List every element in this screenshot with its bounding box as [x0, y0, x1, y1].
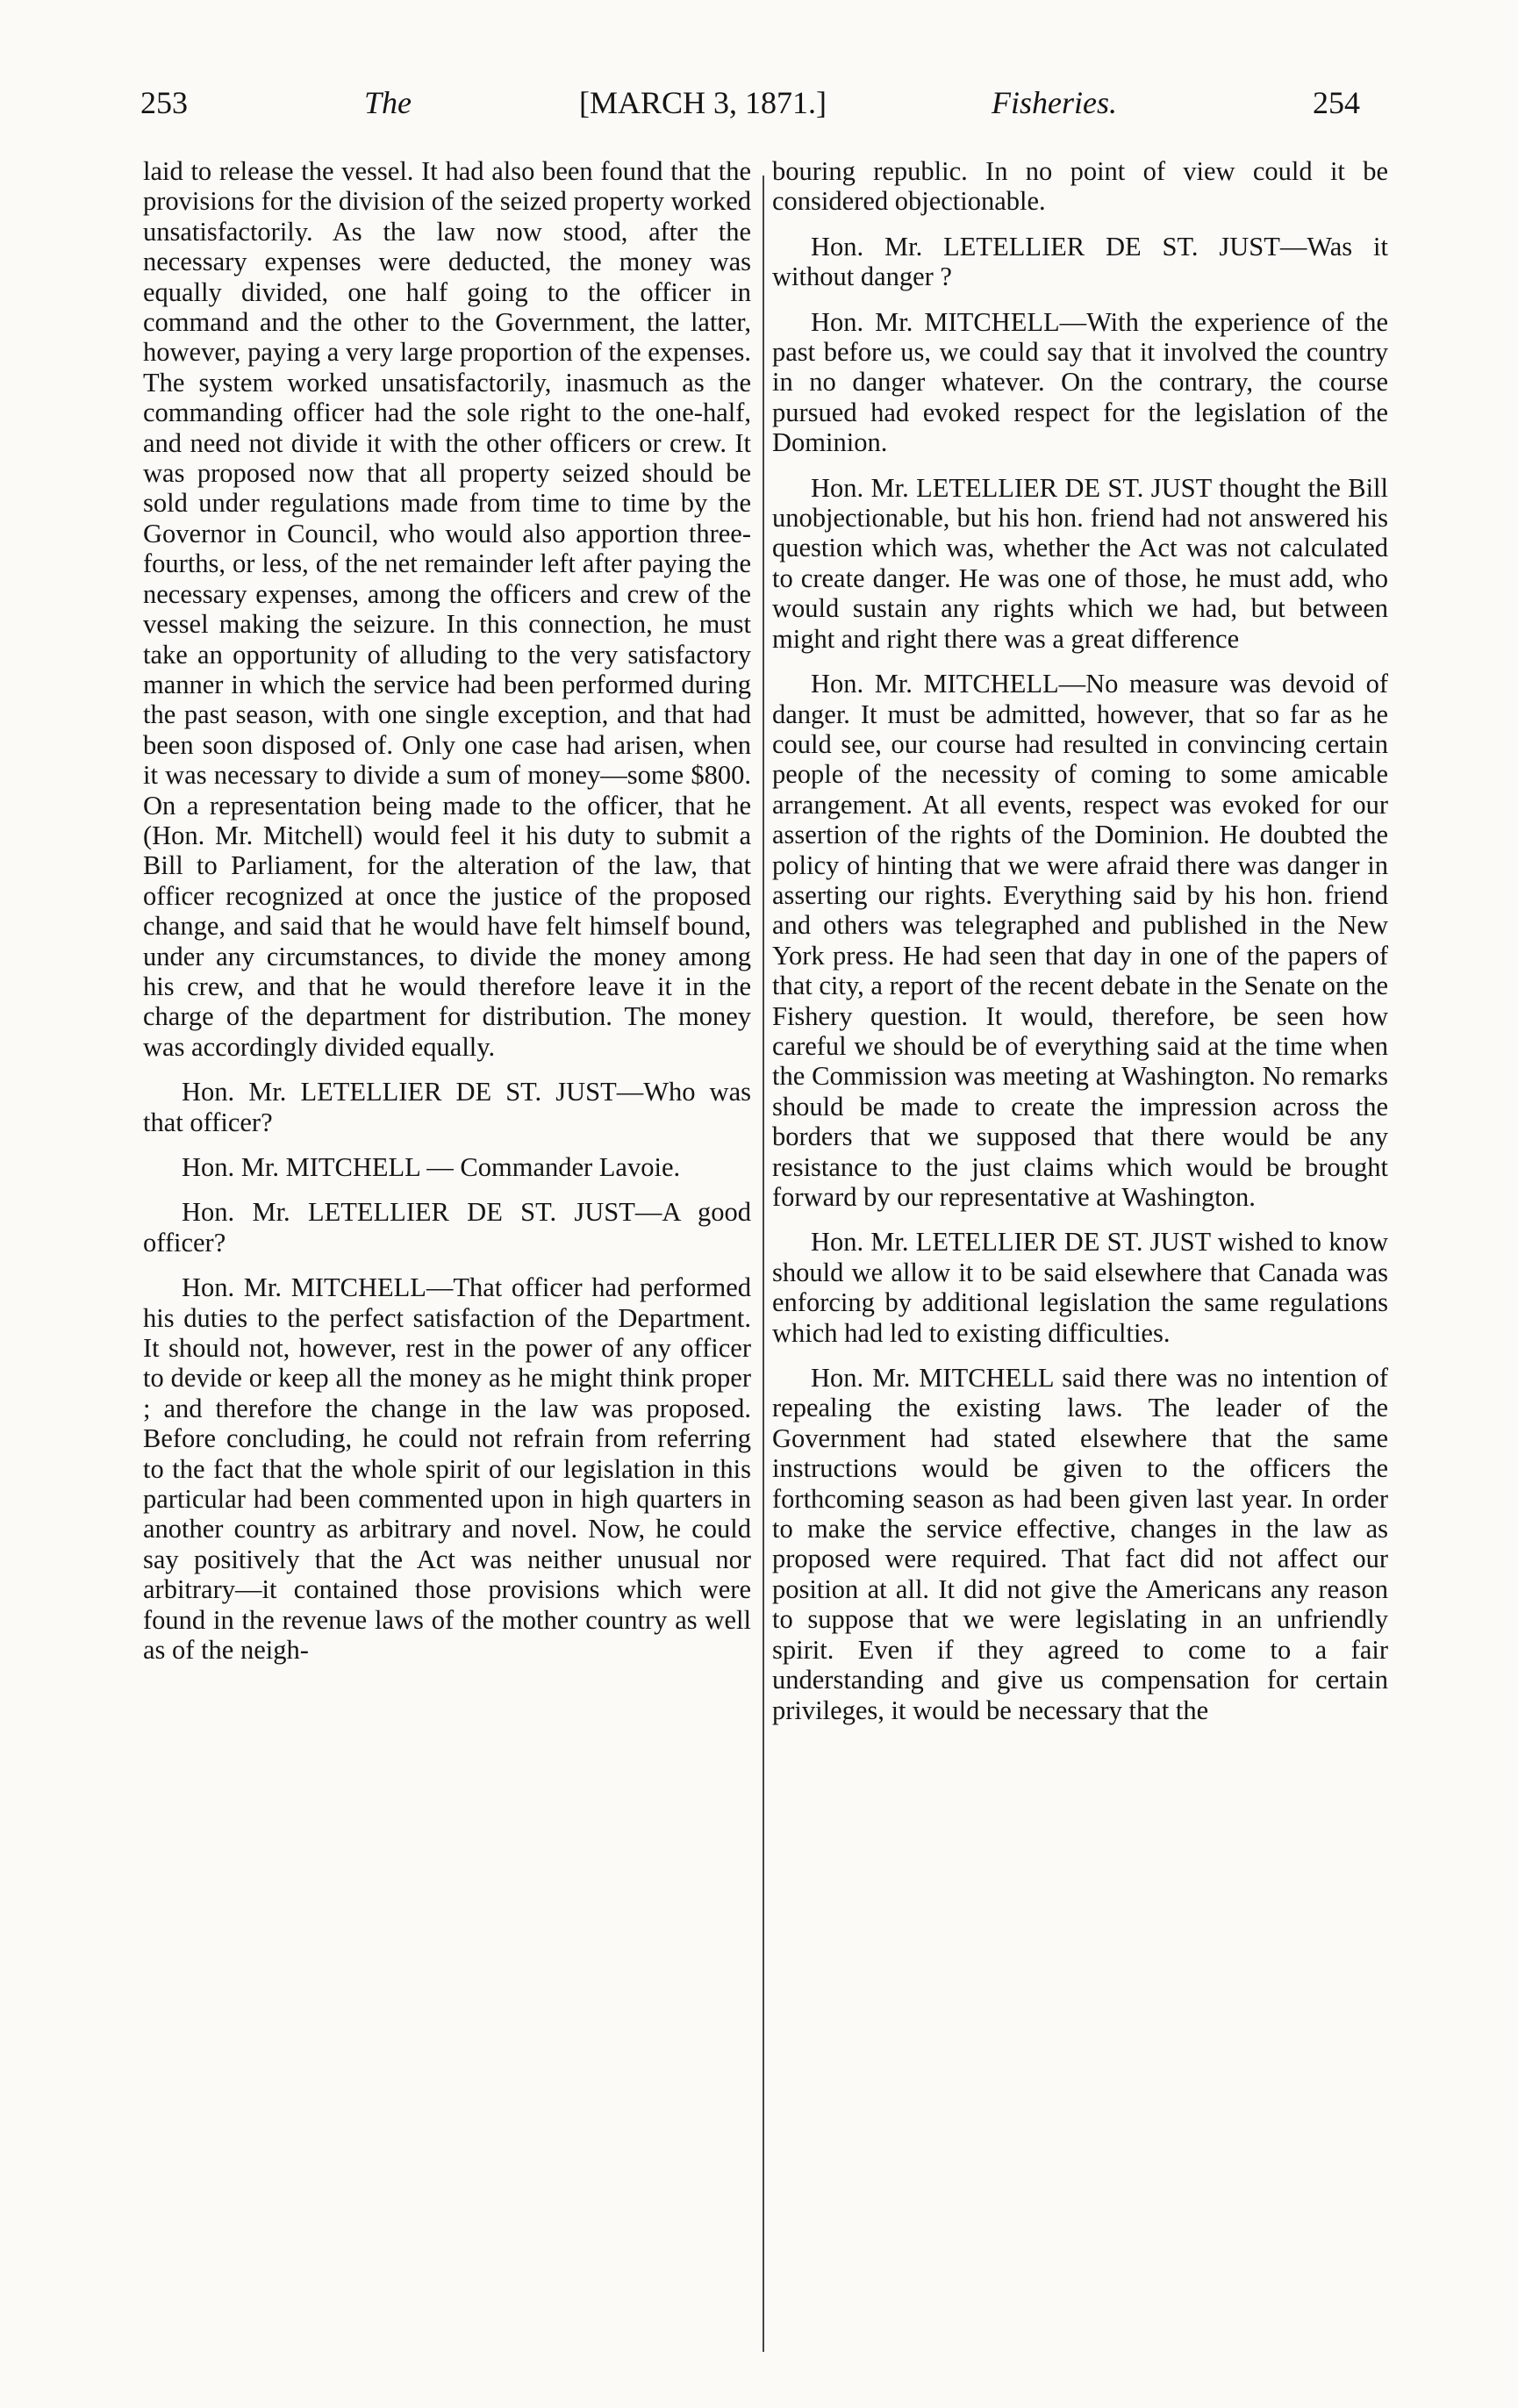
running-head-date: [MARCH 3, 1871.]: [579, 85, 827, 120]
paragraph: Hon. Mr. LETELLIER DE ST. JUST wished to know should we allow it to be said elsewhere that Canada was enforcing by additional legislation the same regulations which had led to existing difficulties.: [772, 1227, 1388, 1348]
page-number-right: 254: [1313, 85, 1360, 120]
running-head-the: The: [364, 85, 412, 120]
running-head-title: Fisheries.: [992, 85, 1117, 120]
right-column: [772, 156, 1388, 1725]
paragraph: laid to release the vessel. It had also been found that the provisions for the division of the seized property worked unsatisfactorily. As the law now stood, after the necessary expenses were deducted, the money was equally divided, one half going to the officer in command and the other to the Government, the latter, however, paying a very large proportion of the expenses. The system worked unsatisfactorily, inasmuch as the commanding officer had the sole right to the one-half, and need not divide it with the other officers or crew. It was proposed now that all property seized should be sold under regulations made from time to time by the Governor in Council, who would also apportion three-fourths, or less, of the net remainder left after paying the necessary expenses, among the officers and crew of the vessel making the seizure. In this connection, he must take an opportunity of alluding to the very satisfactory manner in which the service had been performed during the past season, with one single exception, and that had been soon disposed of. Only one case had arisen, when it was necessary to divide a sum of money—some $800. On a representation being made to the officer, that he (Hon. Mr. Mitchell) would feel it his duty to submit a Bill to Parliament, for the alteration of the law, that officer recognized at once the justice of the proposed change, and said that he would have felt himself bound, under any circumstances, to divide the money among his crew, and that he would therefore leave it in the charge of the department for distribution. The money was accordingly divided equally.: [143, 156, 751, 1062]
paragraph: Hon. Mr. MITCHELL—No measure was devoid of danger. It must be admitted, however, that so far as he could see, our course had resulted in convincing certain people of the necessity of coming to some amicable arrangement. At all events, respect was evoked for our assertion of the rights of the Dominion. He doubted the policy of hinting that we were afraid there was danger in asserting our rights. Everything said by his hon. friend and others was telegraphed and published in the New York press. He had seen that day in one of the papers of that city, a report of the recent debate in the Senate on the Fishery question. It would, therefore, be seen how careful we should be of everything said at the time when the Commission was meeting at Washington. No remarks should be made to create the impression across the borders that we supposed that there would be any resistance to the just claims which would be brought forward by our representative at Washington.: [772, 669, 1388, 1212]
page-header: [140, 84, 1360, 137]
paragraph: Hon. Mr. LETELLIER DE ST. JUST—Was it without danger ?: [772, 231, 1388, 292]
paragraph: Hon. Mr. MITCHELL said there was no intention of repealing the existing laws. The leader of the Government had stated elsewhere that the same instructions would be given to the officers the forthcoming season as had been given last year. In order to make the service effective, changes in the law as proposed were required. That fact did not affect our position at all. It did not give the Americans any reason to suppose that we were legislating in an unfriendly spirit. Even if they agreed to come to a fair understanding and give us compensation for certain privileges, it would be necessary that the: [772, 1363, 1388, 1725]
left-column: [143, 156, 751, 1666]
paragraph: Hon. Mr. MITCHELL — Commander Lavoie.: [182, 1152, 681, 1182]
paragraph: Hon. Mr. MITCHELL—That officer had performed his duties to the perfect satisfaction of the Department. It should not, however, rest in the power of any officer to devide or keep all the money as he might think proper ; and therefore the change in the law was proposed. Before concluding, he could not refrain from referring to the fact that the whole spirit of our legislation in this particular had been commented upon in high quarters in another country as arbitrary and novel. Now, he could say positively that the Act was neither unusual nor arbitrary—it contained those provisions which were found in the revenue laws of the mother country as well as of the neigh-: [143, 1272, 751, 1666]
paragraph: Hon. Mr. LETELLIER DE ST. JUST—Who was that officer?: [143, 1077, 751, 1137]
paragraph: Hon. Mr. MITCHELL—With the experience of the past before us, we could say that it involved the country in no danger whatever. On the contrary, the course pursued had evoked respect for the legislation of the Dominion.: [772, 306, 1388, 458]
paragraph: Hon. Mr. LETELLIER DE ST. JUST—A good officer?: [143, 1197, 751, 1258]
paragraph: Hon. Mr. LETELLIER DE ST. JUST thought the Bill unobjectionable, but his hon. friend had not answered his question which was, whether the Act was not calculated to create danger. He was one of those, he must add, who would sustain any rights which we had, but between might and right there was a great difference: [772, 472, 1388, 654]
page-number-left: 253: [140, 85, 188, 120]
paragraph: bouring republic. In no point of view could it be considered objectionable.: [772, 156, 1388, 217]
column-divider: [763, 176, 764, 2352]
